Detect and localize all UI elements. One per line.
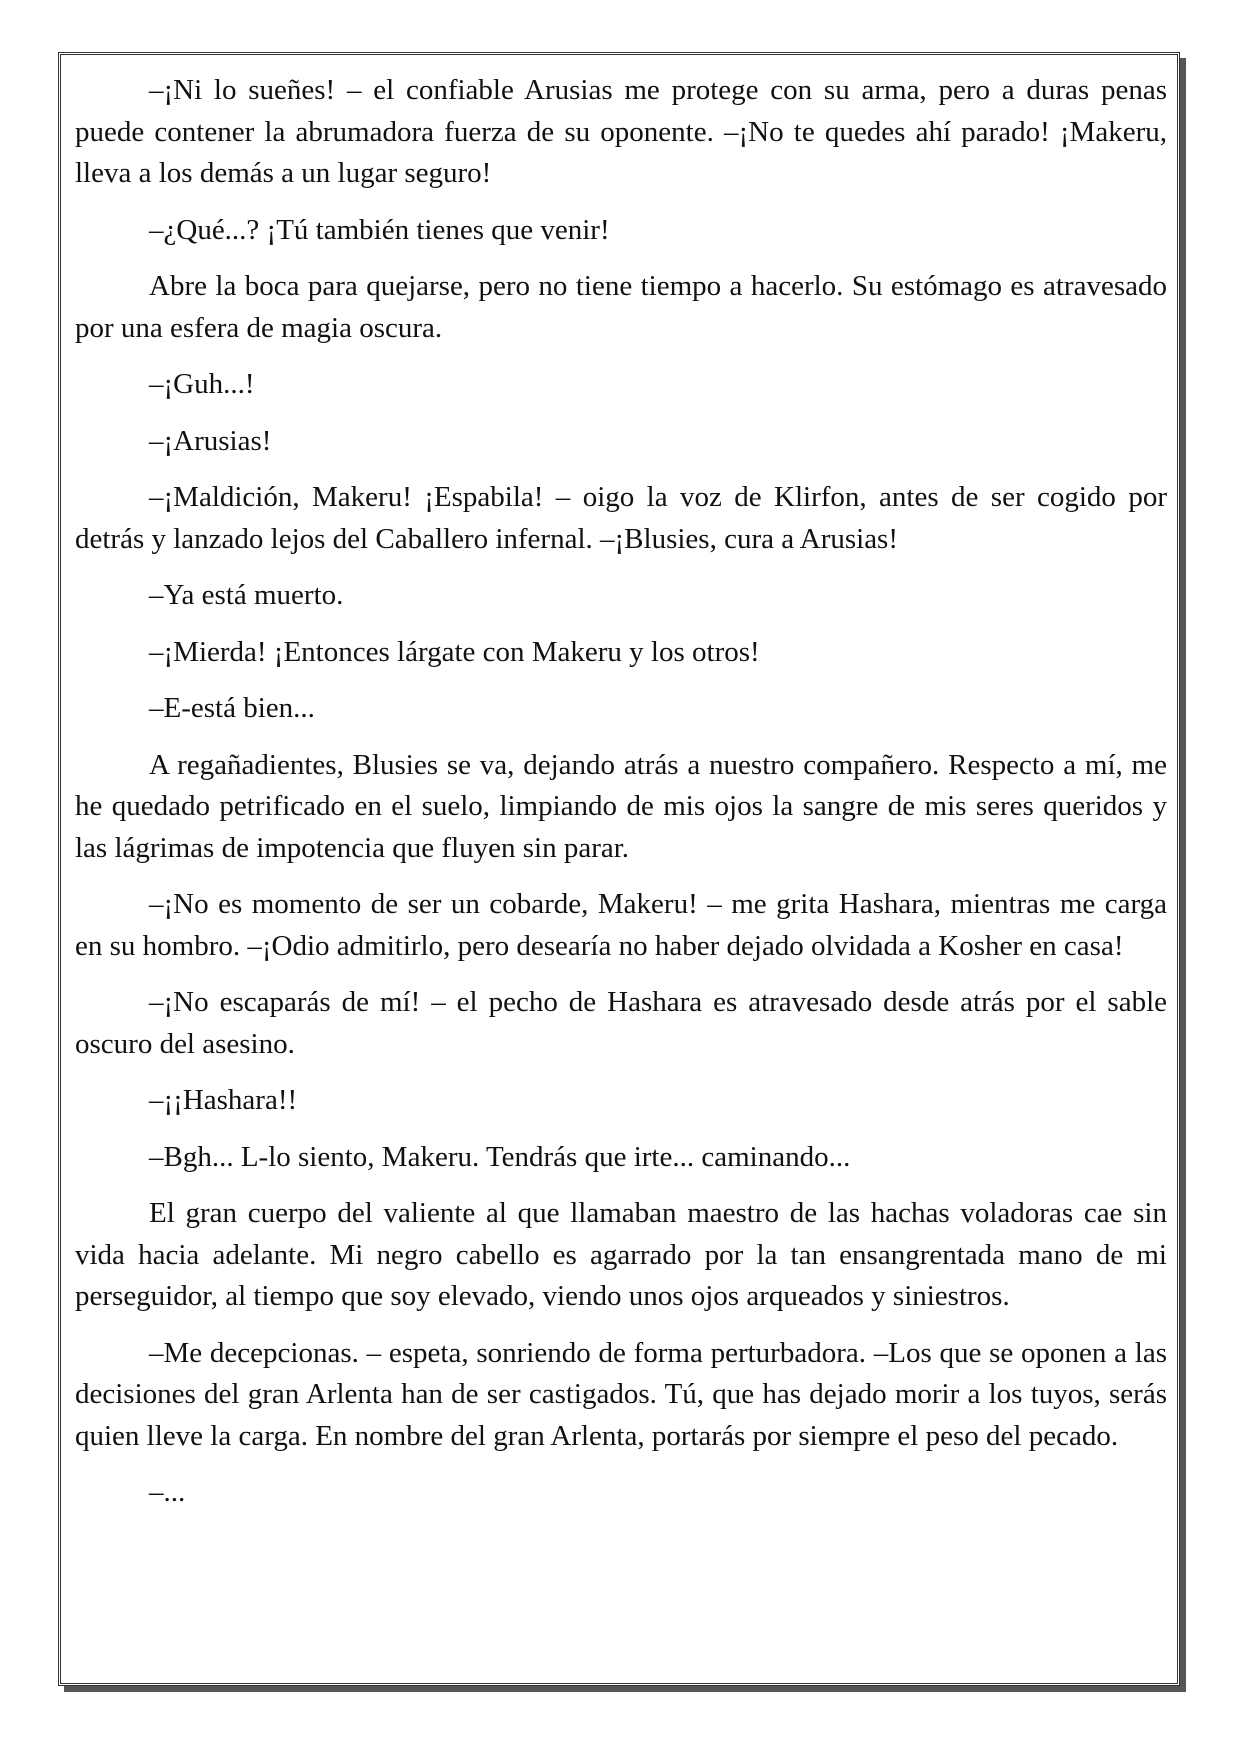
paragraph: –¡¡Hashara!! bbox=[149, 1084, 298, 1116]
paragraph: –Bgh... L-lo siento, Makeru. Tendrás que irte... caminando... bbox=[149, 1140, 851, 1173]
paragraph: A regañadientes, Blusies se va, dejando atrás a nuestro compañero. Respecto a mí, me he quedado petrificado en el suelo, limpiando de mis ojos la sangre de mis seres queridos y las lágrimas de impotencia que fluyen sin parar. bbox=[75, 748, 1167, 864]
paragraph: –¿Qué...? ¡Tú también tienes que venir! bbox=[149, 213, 610, 246]
paragraph: –¡Mierda! ¡Entonces lárgate con Makeru y los otros! bbox=[149, 635, 760, 668]
paragraph: –¡Ni lo sueñes! – el confiable Arusias me protege con su arma, pero a duras penas puede contener la abrumadora fuerza de su oponente. –¡No te quedes ahí parado! ¡Makeru, lleva a los demás a un lugar seguro! bbox=[75, 74, 1167, 189]
paragraph: Abre la boca para quejarse, pero no tiene tiempo a hacerlo. Su estómago es atravesado por una esfera de magia oscura. bbox=[75, 270, 1167, 344]
paragraph: –¡Guh...! bbox=[149, 368, 255, 400]
paragraph: –... bbox=[149, 1476, 186, 1508]
story-text bbox=[75, 70, 1167, 1529]
paragraph: –¡No es momento de ser un cobarde, Makeru! – me grita Hashara, mientras me carga en su hombro. –¡Odio admitirlo, pero desearía no haber dejado olvidada a Kosher en casa! bbox=[75, 888, 1167, 962]
paragraph: –¡Arusias! bbox=[149, 424, 272, 457]
paragraph: –E-está bien... bbox=[149, 692, 315, 724]
paragraph: El gran cuerpo del valiente al que llamaban maestro de las hachas voladoras cae sin vida hacia adelante. Mi negro cabello es agarrado por la tan ensangrentada mano de mi perseguidor, al tiempo que soy elevado, viendo unos ojos arqueados y siniestros. bbox=[75, 1197, 1167, 1312]
paragraph: –¡Maldición, Makeru! ¡Espabila! – oigo la voz de Klirfon, antes de ser cogido por detrás y lanzado lejos del Caballero infernal. –¡Blusies, cura a Arusias! bbox=[75, 481, 1167, 555]
paragraph: –Ya está muerto. bbox=[149, 579, 344, 611]
paragraph: –¡No escaparás de mí! – el pecho de Hashara es atravesado desde atrás por el sable oscuro del asesino. bbox=[75, 986, 1167, 1060]
paragraph: –Me decepcionas. – espeta, sonriendo de forma perturbadora. –Los que se oponen a las decisiones del gran Arlenta han de ser castigados. Tú, que has dejado morir a los tuyos, serás quien lleve la carga. En nombre del gran Arlenta, portarás por siempre el peso del pecado. bbox=[75, 1336, 1167, 1452]
